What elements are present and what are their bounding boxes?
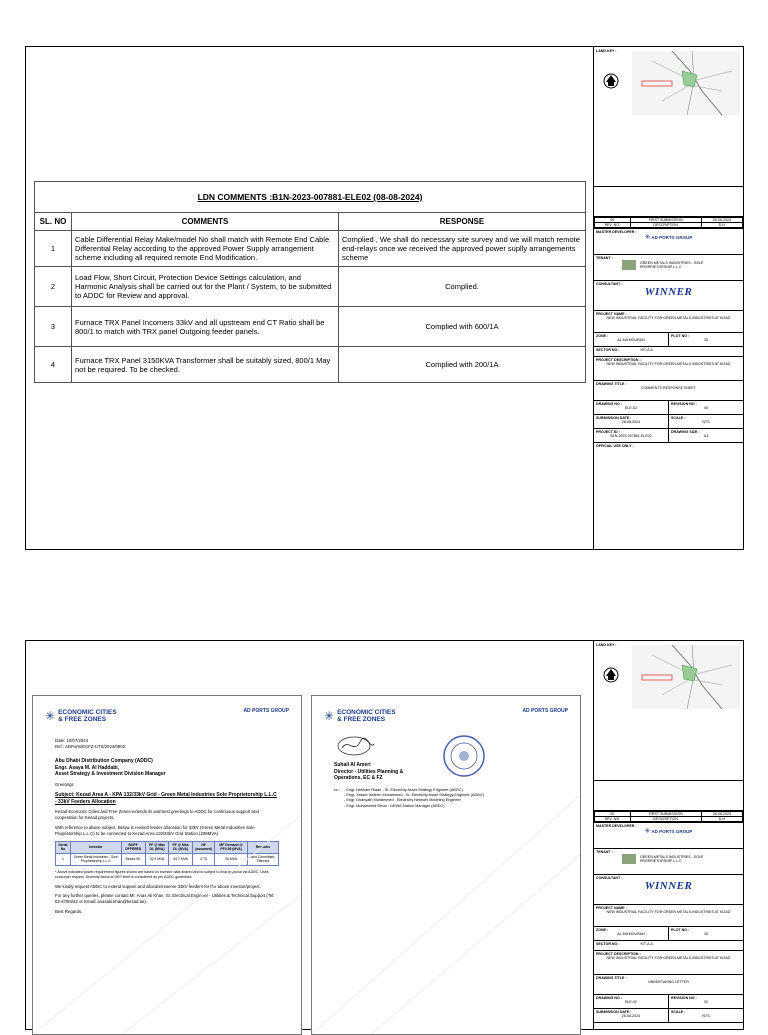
rev-date: 28-08-2024	[701, 218, 742, 223]
row-sl: 4	[35, 347, 72, 383]
row-response: Complied , We shall do necessary site survey and we will match remote end-relays once we received the approved power suplly arrangements scheme	[339, 231, 586, 267]
scale-label: SCALE :	[671, 416, 686, 421]
plot-label: PLOT NO :	[671, 928, 690, 933]
project-name-row	[594, 905, 743, 927]
zone-label: ZONE :	[596, 334, 609, 339]
ad-ports-logo-text: AD PORTS GROUP	[651, 829, 693, 835]
row-sl: 1	[35, 231, 72, 267]
submission-date-row	[594, 415, 743, 429]
project-id-label: PROJECT ID :	[596, 430, 620, 435]
alloc-header: Investor	[70, 841, 121, 853]
drawing-no-row	[594, 995, 743, 1009]
drawing-title-label: DRAWING TITLE :	[596, 382, 627, 387]
rev-number: 00	[595, 218, 631, 223]
sector-label: SECTOR NO :	[596, 348, 620, 353]
sector-value: KIT-A-5	[640, 348, 653, 353]
drawing-no: ELE-02	[625, 1000, 637, 1005]
drawing-size: A3	[703, 434, 709, 439]
zone-label: ZONE :	[596, 928, 609, 933]
row-response: Complied with 600/1A	[339, 307, 586, 347]
plot-value: 35	[704, 338, 708, 343]
ecfz-logo-icon: ✳	[324, 709, 335, 723]
revision-table	[594, 217, 743, 228]
letter-paragraph: Kezad Economic Cities and Free Zones extends its warmest greetings to ADDC for continuous support and cooperation for Kezad projects.	[55, 809, 259, 821]
north-arrow-icon	[603, 667, 619, 683]
master-developer-label: MASTER DEVELOPER :	[596, 824, 637, 829]
rev-number-header: REV. NO.	[595, 817, 631, 822]
tenant-name: GREEN METALS INDUSTRIES - SOLE PROPRIETORSHIP L.L.C	[640, 855, 704, 864]
project-description: NEW INDUSTRIAL FACILITY FOR GREEN METALS INDUSTRIES AT KIZAD	[606, 956, 731, 961]
rev-number: 00	[595, 812, 631, 817]
rev-description: FIRST SUBMISSION	[630, 812, 701, 817]
signatory-title: Operations, EC & FZ	[334, 775, 383, 782]
letter-closing: Best Regards,	[55, 908, 83, 914]
spacer-row	[594, 781, 743, 811]
rev-date-header: D.H	[701, 223, 742, 228]
revision-block	[594, 811, 743, 823]
master-developer-row	[594, 823, 743, 849]
consultant-row	[594, 875, 743, 905]
rev-description: FIRST SUBMISSION	[630, 218, 701, 223]
cc-item: - Engr. Hesham Riaan - Sr. Electricity Asset Strategy Engineer (ADDC)	[344, 788, 463, 793]
sector-row	[594, 347, 743, 357]
row-response: Complied.	[339, 267, 586, 307]
tenant-logo-icon	[622, 260, 636, 270]
letter-subject: Subject: Kezad Area A - KPA 132/33kV Grid - Green Metal Industries Sole Proprietorship L.L.C - 33kV Feeders Allocation	[55, 791, 277, 805]
table-row	[35, 267, 586, 307]
recipient-company: Abu Dhabi Distribution Company (ADDC)	[55, 757, 153, 764]
row-sl: 3	[35, 307, 72, 347]
undertaking-letter-page-1	[32, 695, 302, 1035]
alloc-cell: Green Metal Industries - Sole Proprietorship L.L.C	[70, 853, 121, 865]
company-stamp-icon	[442, 734, 486, 778]
row-sl: 2	[35, 267, 72, 307]
zone-plot-row	[594, 333, 743, 347]
zone-value: AL MA'MOURAH	[617, 338, 645, 343]
cc-item: - Engr. Dhanyath Mohammed - Electricity Network Modeling Engineer	[344, 798, 461, 803]
drawing-size-label: DRAWING SIZE :	[671, 430, 700, 435]
table-row	[35, 307, 586, 347]
key-plan	[594, 47, 743, 187]
spacer-row	[594, 187, 743, 217]
official-use-row	[594, 443, 743, 449]
revision-block	[594, 217, 743, 229]
master-developer-row	[594, 229, 743, 255]
project-name-label: PROJECT NAME :	[596, 906, 627, 911]
drawing-title: UNDERTAKING LETTER	[648, 980, 689, 985]
submission-date-label: SUBMISSION DATE :	[596, 1010, 632, 1015]
rev-description-header: DESCRIPTION	[630, 223, 701, 228]
undertaking-letter-page-2	[311, 695, 581, 1035]
scale-value: NTS	[702, 1014, 710, 1019]
official-use-label: OFFICIAL USE ONLY :	[596, 444, 634, 449]
drawing-sheet-undertaking	[25, 640, 744, 1030]
tenant-logo-icon	[622, 854, 636, 864]
project-name: NEW INDUSTRIAL FACILITY FOR GREEN METALS INDUSTRIES AT KIZAD	[606, 910, 731, 915]
consultant-label: CONSULTANT :	[596, 282, 623, 287]
consultant-logo: WINNER	[644, 880, 693, 893]
site-location-map-icon	[632, 645, 740, 709]
letter-paragraph: For any further queries, please contact Mr. Anas Ali Khan, Sr. Electrical Engineer - Utilities & Technical Support (Tel: 02-6750222 or Email: anasaki.khan@kezad.ae).	[55, 893, 275, 905]
tenant-name: GREEN METALS INDUSTRIES - SOLE PROPRIETORSHIP L.L.C	[640, 261, 704, 270]
alloc-cell: 0.75	[192, 853, 215, 865]
letter-date: Date: 10/07/2024	[55, 738, 88, 744]
cc-item: - Engr. Mohammed Omar - DEWA Station Manager (ADDC)	[344, 803, 445, 808]
rev-number-header: REV. NO.	[595, 223, 631, 228]
master-developer-label: MASTER DEVELOPER :	[596, 230, 637, 235]
submission-date: 28-08-2024	[621, 420, 641, 425]
sector-label: SECTOR NO :	[596, 942, 620, 947]
project-description-row	[594, 357, 743, 381]
ldn-table-title: LDN COMMENTS :B1N-2023-007881-ELE02 (08-08-2024)	[35, 182, 586, 213]
project-name-label: PROJECT NAME :	[596, 312, 627, 317]
header-comments: COMMENTS	[72, 213, 339, 231]
alloc-cell: 32.9 MVA	[145, 853, 169, 865]
ecfz-logo-icon: ✳	[45, 709, 56, 723]
drawing-no: ELE-02	[625, 406, 637, 411]
alloc-header: NF (assumed)	[192, 841, 215, 853]
alloc-cell: 1	[56, 853, 71, 865]
plot-label: PLOT NO :	[671, 334, 690, 339]
cc-item: - Engr. Yasser Ibrahim Mohammed - Sr. Electricity Asset Strategy Engineer (ADDC)	[344, 793, 484, 798]
signatory-title: Director - Utilities Planning &	[334, 768, 404, 775]
alloc-cell: 26 MVA	[215, 853, 247, 865]
alloc-header: Remarks	[247, 841, 278, 853]
alloc-header: PF @ Max DL (MVA)	[145, 841, 169, 853]
ldn-comments-table	[34, 181, 586, 383]
alloc-header: BUPF OFFERED	[121, 841, 145, 853]
project-id: B1N-2023-007881-ELE02	[610, 434, 652, 439]
submission-date-label: SUBMISSION DATE :	[596, 416, 632, 421]
alloc-header: PF @ Max DL (MVA)	[169, 841, 193, 853]
title-block	[593, 47, 743, 549]
site-location-map-icon	[632, 51, 740, 115]
alloc-header: Serial No	[56, 841, 71, 853]
project-name: NEW INDUSTRIAL FACILITY FOR GREEN METALS INDUSTRIES AT KIZAD	[606, 316, 731, 321]
sector-value: KIT-A-5	[640, 942, 653, 947]
signatory-name: Suhail Al Ameri	[334, 761, 371, 768]
project-description-label: PROJECT DESCRIPTION :	[596, 358, 641, 363]
recipient-role: Asset Strategy & Investment Division Manager	[55, 771, 166, 778]
tenant-label: TENANT :	[596, 256, 613, 261]
ecfz-org-name: ECONOMIC CITIES & FREE ZONES	[58, 708, 117, 724]
row-comment: Furnace TRX Panel Incomers 33kV and all upstream end CT Ratio shall be 800/1 to match with TRX panel Outgoing feeder panels.	[72, 307, 339, 347]
revision-no-label: REVISION NO :	[671, 402, 697, 407]
letter-paragraph: With reference to above subject, Below is revised feeder allocation for 33kV (Green Metal Industries Sole Proprietorship L.L.C) to be connected to Kezad Area 132/33kV Grid Station (200MVA).	[55, 824, 255, 836]
tenant-label: TENANT :	[596, 850, 613, 855]
revision-no: 00	[704, 1000, 708, 1005]
title-block	[593, 641, 743, 1029]
cc-label: cc :	[334, 788, 340, 793]
alloc-header: MF Demand @ PF0.95 (MVA)	[215, 841, 247, 853]
rev-date: 28-08-2024	[701, 812, 742, 817]
project-id-row	[594, 429, 743, 443]
tenant-row	[594, 255, 743, 281]
alloc-cell: Land Committed - Planned	[247, 853, 278, 865]
revision-no: 00	[704, 406, 708, 411]
alloc-cell: Kezad SE	[121, 853, 145, 865]
drawing-title-row	[594, 975, 743, 995]
ad-ports-logo: ✳ AD PORTS GROUP	[644, 234, 693, 242]
drawing-sheet-comments	[25, 46, 744, 550]
rev-date-header: D.H	[701, 817, 742, 822]
letter-footnote: * Above indicated power requirement figures shown are based on investor data shared and is subject to final approval via ADDC. Uses consumer request. Diversity factor at DEF level is considered as per ADDC guidelines.	[55, 869, 269, 879]
zone-value: AL MA'MOURAH	[617, 932, 645, 937]
greeting: Greetings	[55, 782, 74, 788]
project-description-label: PROJECT DESCRIPTION :	[596, 952, 641, 957]
feeder-allocation-table	[55, 841, 279, 866]
ad-ports-logo-text: AD PORTS GROUP	[651, 235, 693, 241]
sector-row	[594, 941, 743, 951]
key-plan-label: LAND KEY :	[596, 643, 617, 647]
revision-table	[594, 811, 743, 822]
key-plan-label: LAND KEY :	[596, 49, 617, 53]
drawing-no-label: DRAWING NO :	[596, 402, 622, 407]
table-row	[56, 853, 279, 865]
project-description: NEW INDUSTRIAL FACILITY FOR GREEN METALS INDUSTRIES AT KIZAD	[606, 362, 731, 367]
tenant-row	[594, 849, 743, 875]
row-comment: Load Flow, Short Circuit, Protection Device Settings calculation, and Harmonic Analysis shall be carried out for the Plant / System, to be submitted to ADDC for Review and approval.	[72, 267, 339, 307]
header-response: RESPONSE	[339, 213, 586, 231]
row-comment: Furnace TRX Panel 3150KVA Transformer shall be suitably sized, 800/1 May not be required. To be checked.	[72, 347, 339, 383]
row-comment: Cable Differential Relay Make/model No shall match with Remote End Cable Differential Relay according to the approved Power Supply arrangement scheme including all required remote End Modification.	[72, 231, 339, 267]
table-row	[35, 231, 586, 267]
cc-list	[334, 788, 558, 809]
zone-plot-row	[594, 927, 743, 941]
drawing-title-row	[594, 381, 743, 401]
ad-ports-group-text: AD PORTS GROUP	[522, 708, 568, 714]
table-row	[35, 347, 586, 383]
consultant-row	[594, 281, 743, 311]
project-description-row	[594, 951, 743, 975]
scale-label: SCALE :	[671, 1010, 686, 1015]
header-sl-no: SL. NO	[35, 213, 72, 231]
drawing-no-row	[594, 401, 743, 415]
north-arrow-icon	[603, 73, 619, 89]
ecfz-org-name: ECONOMIC CITIES & FREE ZONES	[337, 708, 396, 724]
recipient-person: Engr. Asaya M. Al Haddabi,	[55, 764, 120, 771]
drawing-title: COMMENTS RESPONSE SHEET	[641, 386, 696, 391]
submission-date-row	[594, 1009, 743, 1023]
letter-paragraph: We kindly request ADDC to extend support and allocate/reserve 33kV feeders for the above investor/project.	[55, 883, 261, 889]
alloc-cell: 34.7 MVA	[169, 853, 193, 865]
rev-description-header: DESCRIPTION	[630, 817, 701, 822]
plot-value: 35	[704, 932, 708, 937]
key-plan	[594, 641, 743, 781]
signature-icon	[334, 734, 378, 758]
revision-no-label: REVISION NO :	[671, 996, 697, 1001]
drawing-no-label: DRAWING NO :	[596, 996, 622, 1001]
drawing-title-label: DRAWING TITLE :	[596, 976, 627, 981]
ad-ports-group-text: AD PORTS GROUP	[243, 708, 289, 714]
project-name-row	[594, 311, 743, 333]
scale-value: NTS	[702, 420, 710, 425]
consultant-label: CONSULTANT :	[596, 876, 623, 881]
letter-ref: Ref : ADPorts/ECFZ-UTS/2024/0802	[55, 743, 125, 749]
submission-date: 28-08-2024	[621, 1014, 641, 1019]
row-response: Complied with 200/1A	[339, 347, 586, 383]
consultant-logo: WINNER	[644, 286, 693, 299]
ad-ports-logo: ✳ AD PORTS GROUP	[644, 828, 693, 836]
